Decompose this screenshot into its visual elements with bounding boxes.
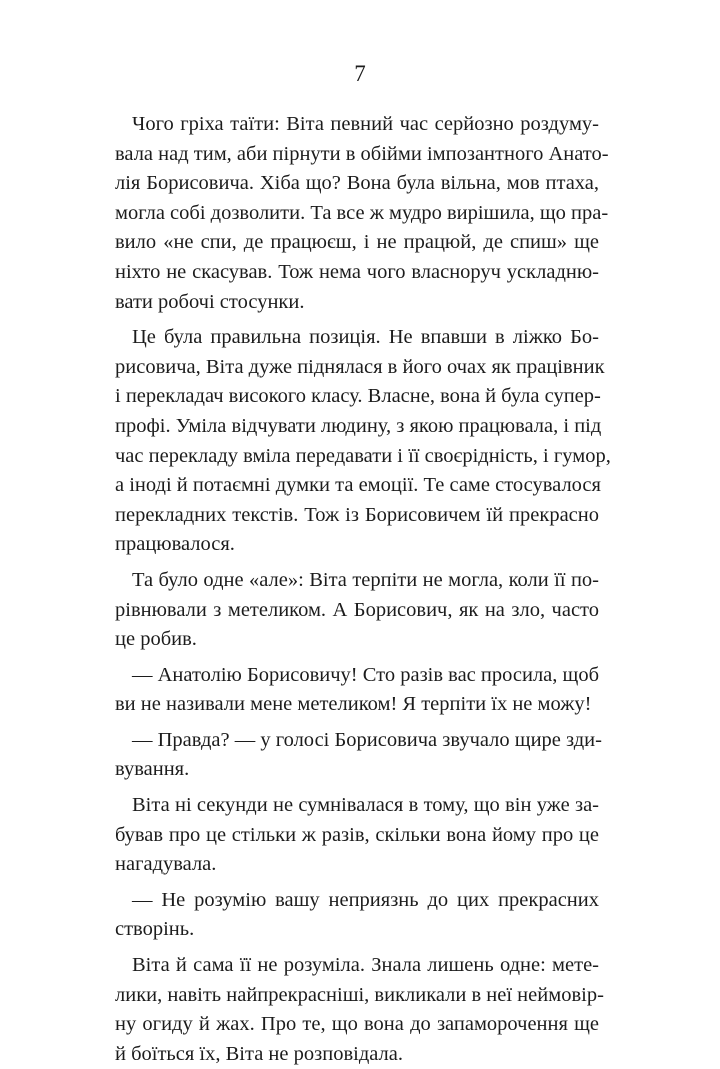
text-line: створінь.: [115, 918, 195, 941]
text-line: Чого гріха таїти: Віта певний час серйозно роздуму-: [132, 113, 599, 135]
text-line: Віта й сама її не розуміла. Знала лишень одне: мете-: [132, 954, 599, 977]
text-line: — Правда? — у голосі Борисовича звучало щире зди-: [132, 728, 602, 751]
text-line: і перекладач високого класу. Власне, вона й була супер-: [115, 385, 601, 408]
text-line: перекладних текстів. Тож із Борисовичем їй прекрасно: [115, 503, 599, 526]
paragraph: [115, 661, 599, 720]
text-line: рисовича, Віта дуже піднялася в його очах як працівник: [115, 355, 605, 378]
paragraph: [115, 323, 611, 560]
text-line: могла собі дозволити. Та все ж мудро вирішила, що пра-: [115, 201, 609, 224]
text-line: й боїться їх, Віта не розповідала.: [115, 1042, 403, 1065]
paragraph: [115, 726, 602, 785]
text-line: вала над тим, аби пірнути в обійми імпозантного Анато-: [115, 142, 609, 165]
text-line: лики, навіть найпрекрасніші, викликали в неї неймовір-: [115, 983, 604, 1006]
text-line: вати робочі стосунки.: [115, 290, 305, 313]
text-line: — Анатолію Борисовичу! Сто разів вас просила, щоб: [132, 663, 599, 686]
paragraph: [115, 110, 609, 317]
text-line: вило «не спи, де працюєш, і не працюй, де спиш» ще: [115, 231, 599, 254]
text-line: Та було одне «але»: Віта терпіти не могла, коли її по-: [132, 568, 599, 591]
body-text: [115, 110, 611, 1069]
text-line: Це була правильна позиція. Не впавши в ліжко Бо-: [132, 326, 599, 349]
text-line: працювалося.: [115, 533, 235, 556]
text-line: бував про це стільки ж разів, скільки вона йому про це: [115, 823, 599, 846]
text-line: це робив.: [115, 628, 197, 651]
text-line: ну огиду й жах. Про те, що вона до запаморочення ще: [115, 1013, 599, 1036]
text-line: ніхто не скасував. Тож нема чого власноруч ускладню-: [115, 260, 599, 283]
paragraph: [115, 566, 599, 655]
paragraph: [115, 791, 599, 880]
text-line: а іноді й потаємні думки та емоції. Те саме стосувалося: [115, 474, 601, 497]
text-line: рівнювали з метеликом. А Борисович, як на зло, часто: [115, 598, 599, 621]
text-line: вування.: [115, 758, 190, 781]
text-line: час перекладу вміла передавати і її своєрідність, і гумор,: [115, 444, 611, 467]
text-line: лія Борисовича. Хіба що? Вона була вільна, мов птаха,: [115, 172, 599, 195]
text-line: профі. Уміла відчувати людину, з якою працювала, і під: [115, 414, 602, 437]
text-line: Віта ні секунди не сумнівалася в тому, що він уже за-: [132, 794, 599, 817]
page-number: 7: [354, 61, 366, 86]
text-line: ви не називали мене метеликом! Я терпіти їх не можу!: [115, 693, 592, 716]
paragraph: [115, 951, 604, 1069]
paragraph: [115, 886, 599, 945]
text-line: нагадувала.: [115, 853, 217, 876]
text-line: — Не розумію вашу неприязнь до цих прекрасних: [132, 888, 599, 911]
